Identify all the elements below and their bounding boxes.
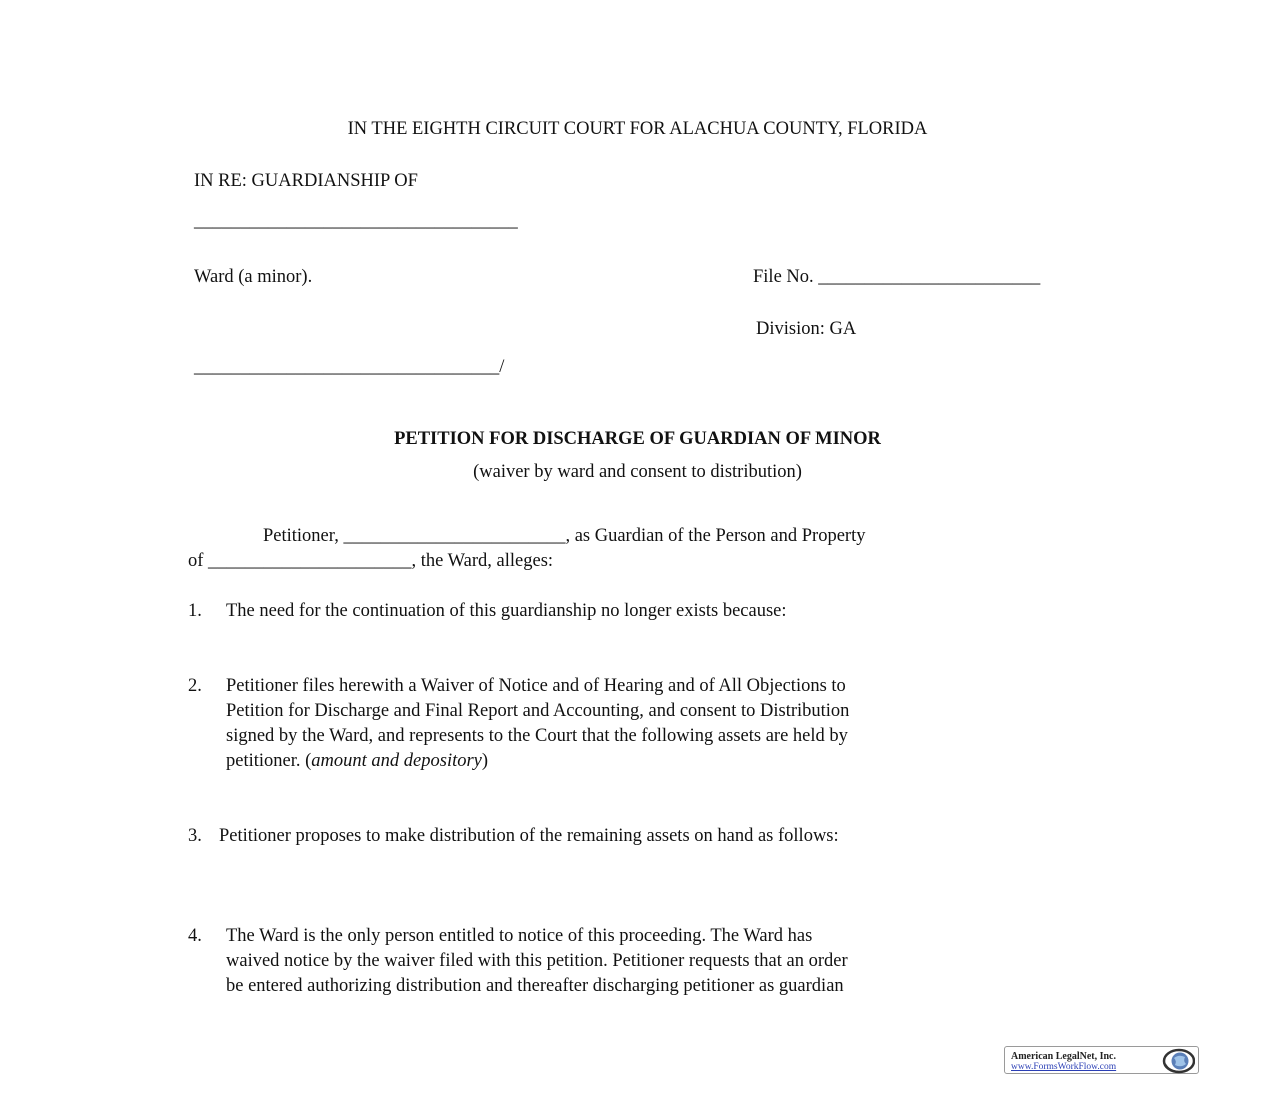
- item-text-line: The Ward is the only person entitled to notice of this proceeding. The Ward has: [226, 926, 813, 946]
- globe-icon: [1159, 1048, 1195, 1074]
- item-text-suffix: ): [481, 751, 489, 771]
- legalnet-badge[interactable]: [1004, 1046, 1199, 1074]
- item-text-line: Petitioner proposes to make distribution of the remaining assets on hand as follows:: [219, 826, 839, 846]
- item-text-line: waived notice by the waiver filed with this petition. Petitioner requests that an order: [226, 951, 848, 971]
- ward-name-blank: ___________________________________: [194, 211, 518, 231]
- item-number: 1.: [188, 601, 202, 621]
- item-number: 2.: [188, 676, 202, 696]
- item-text-prefix: petitioner. (: [226, 751, 312, 771]
- item-text-line: [226, 752, 488, 771]
- item-text-line: Petitioner files herewith a Waiver of Notice and of Hearing and of All Objections to: [226, 676, 846, 696]
- company-name: American LegalNet, Inc.: [1011, 1051, 1116, 1062]
- division-label: Division: GA: [756, 319, 857, 339]
- document-subtitle: (waiver by ward and consent to distribution): [473, 462, 802, 482]
- item-text-line: be entered authorizing distribution and thereafter discharging petitioner as guardian: [226, 976, 844, 996]
- item-number: 4.: [188, 926, 202, 946]
- court-heading: IN THE EIGHTH CIRCUIT COURT FOR ALACHUA COUNTY, FLORIDA: [347, 119, 928, 139]
- item-text-line: Petition for Discharge and Final Report and Accounting, and consent to Distribution: [226, 701, 850, 721]
- in-re-label: IN RE: GUARDIANSHIP OF: [194, 171, 418, 191]
- item-text-line: The need for the continuation of this guardianship no longer exists because:: [226, 601, 787, 621]
- item-text-line: signed by the Ward, and represents to the Court that the following assets are held by: [226, 726, 848, 746]
- file-number: File No. ________________________: [753, 267, 1041, 287]
- intro-line-2: of ______________________, the Ward, alleges:: [188, 551, 554, 571]
- item-number: 3.: [188, 826, 202, 846]
- intro-line-1: Petitioner, ________________________, as Guardian of the Person and Property: [263, 526, 866, 546]
- item-text-italic: amount and depository: [311, 751, 482, 771]
- document-title: PETITION FOR DISCHARGE OF GUARDIAN OF MINOR: [394, 429, 881, 449]
- ward-label: Ward (a minor).: [194, 267, 313, 287]
- caption-end-line: _________________________________/: [194, 357, 505, 377]
- company-url-link[interactable]: www.FormsWorkFlow.com: [1011, 1062, 1117, 1072]
